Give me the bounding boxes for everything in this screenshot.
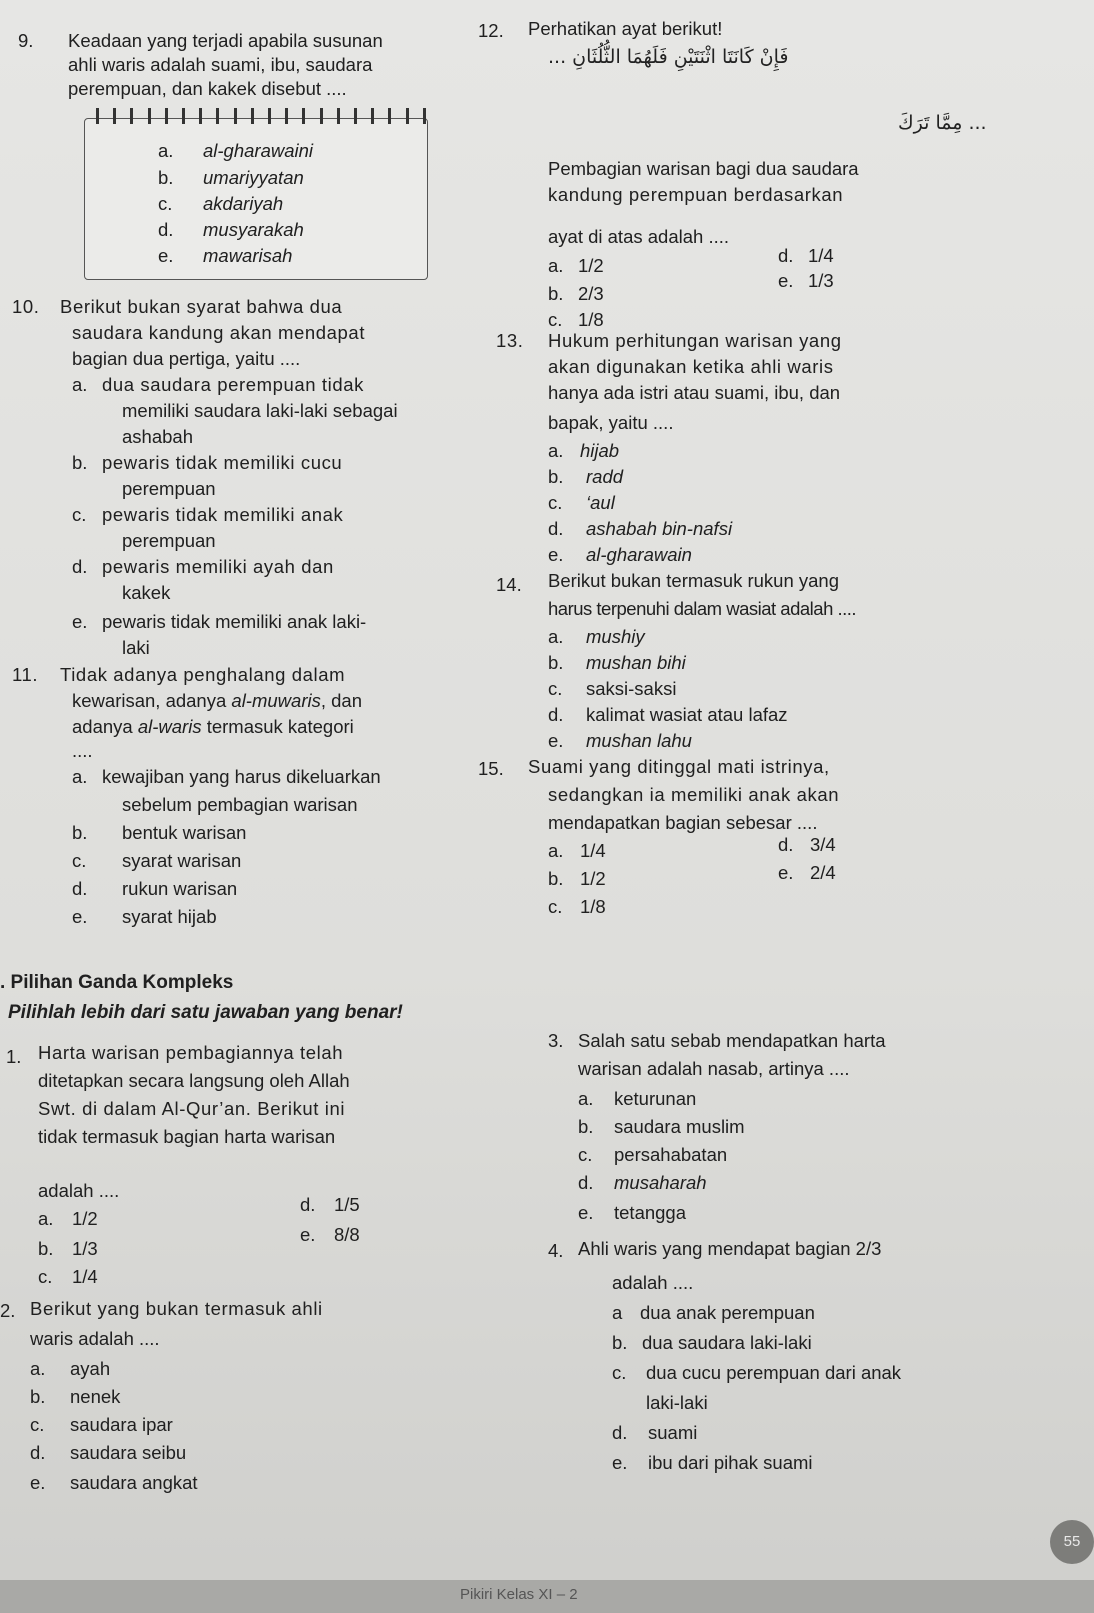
cq2-opt-e: saudara angkat <box>70 1472 198 1493</box>
q13-opt-d-letter: d. <box>548 518 564 539</box>
cq1-opt-b: 1/3 <box>72 1238 98 1259</box>
cq4-opt-a-letter: a <box>612 1302 623 1323</box>
cq1-line2: ditetapkan secara langsung oleh Allah <box>38 1070 350 1091</box>
cq3-opt-a-letter: a. <box>578 1088 594 1109</box>
cq3-number: 3. <box>548 1030 564 1051</box>
q11-line1: Tidak adanya penghalang dalam <box>60 664 346 685</box>
q14-line1: Berikut bukan termasuk rukun yang <box>548 570 840 591</box>
q13-opt-b-letter: b. <box>548 466 564 487</box>
q10-opt-c-letter: c. <box>72 504 87 525</box>
cq3-opt-b-letter: b. <box>578 1116 594 1137</box>
cq4-line2: adalah .... <box>612 1272 694 1293</box>
q10-opt-b-line1: pewaris tidak memiliki cucu <box>102 452 343 473</box>
q10-opt-e-line1: pewaris tidak memiliki anak laki- <box>102 611 367 632</box>
cq1-opt-e-letter: e. <box>300 1224 316 1245</box>
cq2-opt-a: ayah <box>70 1358 111 1379</box>
q9-opt-d-letter: d. <box>158 219 174 240</box>
q12-line1: Perhatikan ayat berikut! <box>528 18 723 39</box>
footer-bar <box>0 1580 1094 1613</box>
cq3-opt-c-letter: c. <box>578 1144 593 1165</box>
q9-opt-a-letter: a. <box>158 140 174 161</box>
cq1-opt-a: 1/2 <box>72 1208 98 1229</box>
footer-text: Pikiri Kelas XI – 2 <box>460 1586 578 1603</box>
q14-line2: harus terpenuhi dalam wasiat adalah .... <box>548 598 857 619</box>
q10-opt-d-line1: pewaris memiliki ayah dan <box>102 556 334 577</box>
q12-opt-e: 1/3 <box>808 270 834 291</box>
q10-opt-b-letter: b. <box>72 452 88 473</box>
q11-line4: .... <box>72 740 93 761</box>
q15-opt-a-letter: a. <box>548 840 564 861</box>
cq2-opt-b-letter: b. <box>30 1386 46 1407</box>
q10-number: 10. <box>12 296 40 317</box>
q11-opt-b: bentuk warisan <box>122 822 247 843</box>
cq3-opt-d: musaharah <box>614 1172 707 1193</box>
q11-line3: adanya al-waris termasuk kategori <box>72 716 354 737</box>
q12-opt-e-letter: e. <box>778 270 794 291</box>
q14-number: 14. <box>496 574 522 595</box>
q15-opt-d-letter: d. <box>778 834 794 855</box>
q9-opt-c: akdariyah <box>203 193 284 214</box>
q9-opt-a: al-gharawaini <box>203 140 314 161</box>
q9-opt-c-letter: c. <box>158 193 173 214</box>
cq4-opt-d-letter: d. <box>612 1422 628 1443</box>
cq4-number: 4. <box>548 1240 564 1261</box>
q10-line2: saudara kandung akan mendapat <box>72 322 366 343</box>
q12-line3: kandung perempuan berdasarkan <box>548 184 844 205</box>
q15-opt-b-letter: b. <box>548 868 564 889</box>
q13-opt-a-letter: a. <box>548 440 564 461</box>
cq4-line1: Ahli waris yang mendapat bagian 2/3 <box>578 1238 882 1259</box>
q13-opt-c: ‘aul <box>586 492 615 513</box>
cq1-opt-b-letter: b. <box>38 1238 54 1259</box>
cq1-line1: Harta warisan pembagiannya telah <box>38 1042 344 1063</box>
q9-number: 9. <box>18 30 34 51</box>
cq4-opt-d: suami <box>648 1422 698 1443</box>
page-number-badge: 55 <box>1050 1520 1094 1564</box>
cq1-line3: Swt. di dalam Al-Qur’an. Berikut ini <box>38 1098 346 1119</box>
q13-opt-c-letter: c. <box>548 492 563 513</box>
q10-opt-e-line2: laki <box>122 637 150 658</box>
q11-opt-a-letter: a. <box>72 766 88 787</box>
q15-line1: Suami yang ditinggal mati istrinya, <box>528 756 830 777</box>
cq3-opt-d-letter: d. <box>578 1172 594 1193</box>
cq1-opt-a-letter: a. <box>38 1208 54 1229</box>
q10-opt-d-line2: kakek <box>122 582 171 603</box>
q12-opt-c-letter: c. <box>548 309 563 330</box>
q12-opt-a-letter: a. <box>548 255 564 276</box>
cq2-opt-c: saudara ipar <box>70 1414 173 1435</box>
q11-opt-c-letter: c. <box>72 850 87 871</box>
cq4-opt-b: dua saudara laki-laki <box>642 1332 812 1353</box>
q11-opt-d-letter: d. <box>72 878 88 899</box>
q11-opt-a-line1: kewajiban yang harus dikeluarkan <box>102 766 381 787</box>
q15-opt-c: 1/8 <box>580 896 606 917</box>
q13-opt-d: ashabah bin-nafsi <box>586 518 733 539</box>
q11-opt-d: rukun warisan <box>122 878 238 899</box>
q10-opt-a-line3: ashabah <box>122 426 193 447</box>
q12-opt-d-letter: d. <box>778 245 794 266</box>
q13-line4: bapak, yaitu .... <box>548 412 674 433</box>
cq2-opt-d: saudara seibu <box>70 1442 187 1463</box>
cq3-line1: Salah satu sebab mendapatkan harta <box>578 1030 886 1051</box>
cq2-line2: waris adalah .... <box>30 1328 160 1349</box>
q10-opt-d-letter: d. <box>72 556 88 577</box>
section-title: . Pilihan Ganda Kompleks <box>0 972 234 993</box>
cq2-opt-d-letter: d. <box>30 1442 46 1463</box>
cq4-opt-c-line2: laki-laki <box>646 1392 708 1413</box>
q13-opt-a: hijab <box>580 440 620 461</box>
q10-opt-a-line2: memiliki saudara laki-laki sebagai <box>122 400 398 421</box>
cq3-opt-e: tetangga <box>614 1202 687 1223</box>
cq1-line4: tidak termasuk bagian harta warisan <box>38 1126 336 1147</box>
cq1-opt-c-letter: c. <box>38 1266 53 1287</box>
q14-opt-b: mushan bihi <box>586 652 686 673</box>
cq2-opt-a-letter: a. <box>30 1358 46 1379</box>
q9-line1: Keadaan yang terjadi apabila susunan <box>68 30 383 51</box>
q9-opt-b: umariyyatan <box>203 167 304 188</box>
q12-opt-b: 2/3 <box>578 283 604 304</box>
q9-line3: perempuan, dan kakek disebut .... <box>68 78 347 99</box>
cq4-opt-c-letter: c. <box>612 1362 627 1383</box>
q10-opt-a-letter: a. <box>72 374 88 395</box>
q10-line1: Berikut bukan syarat bahwa dua <box>60 296 343 317</box>
q10-opt-c-line1: pewaris tidak memiliki anak <box>102 504 344 525</box>
q15-number: 15. <box>478 758 504 779</box>
q15-opt-c-letter: c. <box>548 896 563 917</box>
q12-opt-d: 1/4 <box>808 245 834 266</box>
q15-line3: mendapatkan bagian sebesar .... <box>548 812 818 833</box>
q12-line4: ayat di atas adalah .... <box>548 226 730 247</box>
q14-opt-c: saksi-saksi <box>586 678 677 699</box>
cq2-line1: Berikut yang bukan termasuk ahli <box>30 1298 323 1319</box>
q11-opt-e-letter: e. <box>72 906 88 927</box>
cq3-opt-c: persahabatan <box>614 1144 728 1165</box>
q11-line2: kewarisan, adanya al-muwaris, dan <box>72 690 362 711</box>
q10-opt-a-line1: dua saudara perempuan tidak <box>102 374 365 395</box>
cq1-opt-d: 1/5 <box>334 1194 360 1215</box>
notebook-rings <box>96 108 426 124</box>
q15-opt-b: 1/2 <box>580 868 606 889</box>
cq4-opt-e-letter: e. <box>612 1452 628 1473</box>
cq2-number: 2. <box>0 1300 16 1321</box>
q12-opt-a: 1/2 <box>578 255 604 276</box>
q13-opt-e-letter: e. <box>548 544 564 565</box>
q12-arabic-verse-line2: ... مِمَّا تَرَكَ <box>898 112 987 134</box>
q9-opt-e-letter: e. <box>158 245 174 266</box>
q15-opt-e: 2/4 <box>810 862 836 883</box>
cq4-opt-c-line1: dua cucu perempuan dari anak <box>646 1362 902 1383</box>
q9-line2: ahli waris adalah suami, ibu, saudara <box>68 54 373 75</box>
q14-opt-e: mushan lahu <box>586 730 692 751</box>
q13-line2: akan digunakan ketika ahli waris <box>548 356 834 377</box>
q14-opt-b-letter: b. <box>548 652 564 673</box>
q12-opt-c: 1/8 <box>578 309 604 330</box>
q15-line2: sedangkan ia memiliki anak akan <box>548 784 840 805</box>
q9-opt-b-letter: b. <box>158 167 174 188</box>
q14-opt-d-letter: d. <box>548 704 564 725</box>
q11-opt-e: syarat hijab <box>122 906 217 927</box>
cq3-opt-e-letter: e. <box>578 1202 594 1223</box>
cq4-opt-b-letter: b. <box>612 1332 628 1353</box>
q13-line1: Hukum perhitungan warisan yang <box>548 330 842 351</box>
q11-opt-a-line2: sebelum pembagian warisan <box>122 794 358 815</box>
section-instruction: Pilihlah lebih dari satu jawaban yang benar! <box>8 1002 403 1023</box>
q15-opt-a: 1/4 <box>580 840 606 861</box>
q9-opt-e: mawarisah <box>203 245 293 266</box>
cq3-opt-b: saudara muslim <box>614 1116 745 1137</box>
q13-opt-e: al-gharawain <box>586 544 692 565</box>
cq2-opt-e-letter: e. <box>30 1472 46 1493</box>
cq3-opt-a: keturunan <box>614 1088 697 1109</box>
q11-opt-b-letter: b. <box>72 822 88 843</box>
q13-number: 13. <box>496 330 524 351</box>
cq4-opt-a: dua anak perempuan <box>640 1302 815 1323</box>
q12-line2: Pembagian warisan bagi dua saudara <box>548 158 859 179</box>
cq3-line2: warisan adalah nasab, artinya .... <box>578 1058 850 1079</box>
cq1-opt-e: 8/8 <box>334 1224 360 1245</box>
cq4-opt-e: ibu dari pihak suami <box>648 1452 813 1473</box>
q12-arabic-verse-line1: فَإِنْ كَانَتَا اثْنَتَيْنِ فَلَهُمَا الثُّلُثَانِ ... <box>548 46 789 68</box>
q11-opt-c: syarat warisan <box>122 850 242 871</box>
q14-opt-a-letter: a. <box>548 626 564 647</box>
cq2-opt-b: nenek <box>70 1386 121 1407</box>
q13-opt-b: radd <box>586 466 624 487</box>
q14-opt-d: kalimat wasiat atau lafaz <box>586 704 788 725</box>
q14-opt-c-letter: c. <box>548 678 563 699</box>
cq1-opt-c: 1/4 <box>72 1266 98 1287</box>
q9-opt-d: musyarakah <box>203 219 304 240</box>
q12-opt-b-letter: b. <box>548 283 564 304</box>
q10-opt-c-line2: perempuan <box>122 530 216 551</box>
cq1-number: 1. <box>6 1046 22 1067</box>
q11-number: 11. <box>12 664 39 685</box>
cq1-opt-d-letter: d. <box>300 1194 316 1215</box>
q13-line3: hanya ada istri atau suami, ibu, dan <box>548 382 841 403</box>
q10-opt-b-line2: perempuan <box>122 478 216 499</box>
q14-opt-a: mushiy <box>586 626 645 647</box>
q10-line3: bagian dua pertiga, yaitu .... <box>72 348 301 369</box>
q15-opt-d: 3/4 <box>810 834 836 855</box>
q14-opt-e-letter: e. <box>548 730 564 751</box>
q10-opt-e-letter: e. <box>72 611 88 632</box>
q12-number: 12. <box>478 20 504 41</box>
q15-opt-e-letter: e. <box>778 862 794 883</box>
cq2-opt-c-letter: c. <box>30 1414 45 1435</box>
cq1-line5: adalah .... <box>38 1180 120 1201</box>
